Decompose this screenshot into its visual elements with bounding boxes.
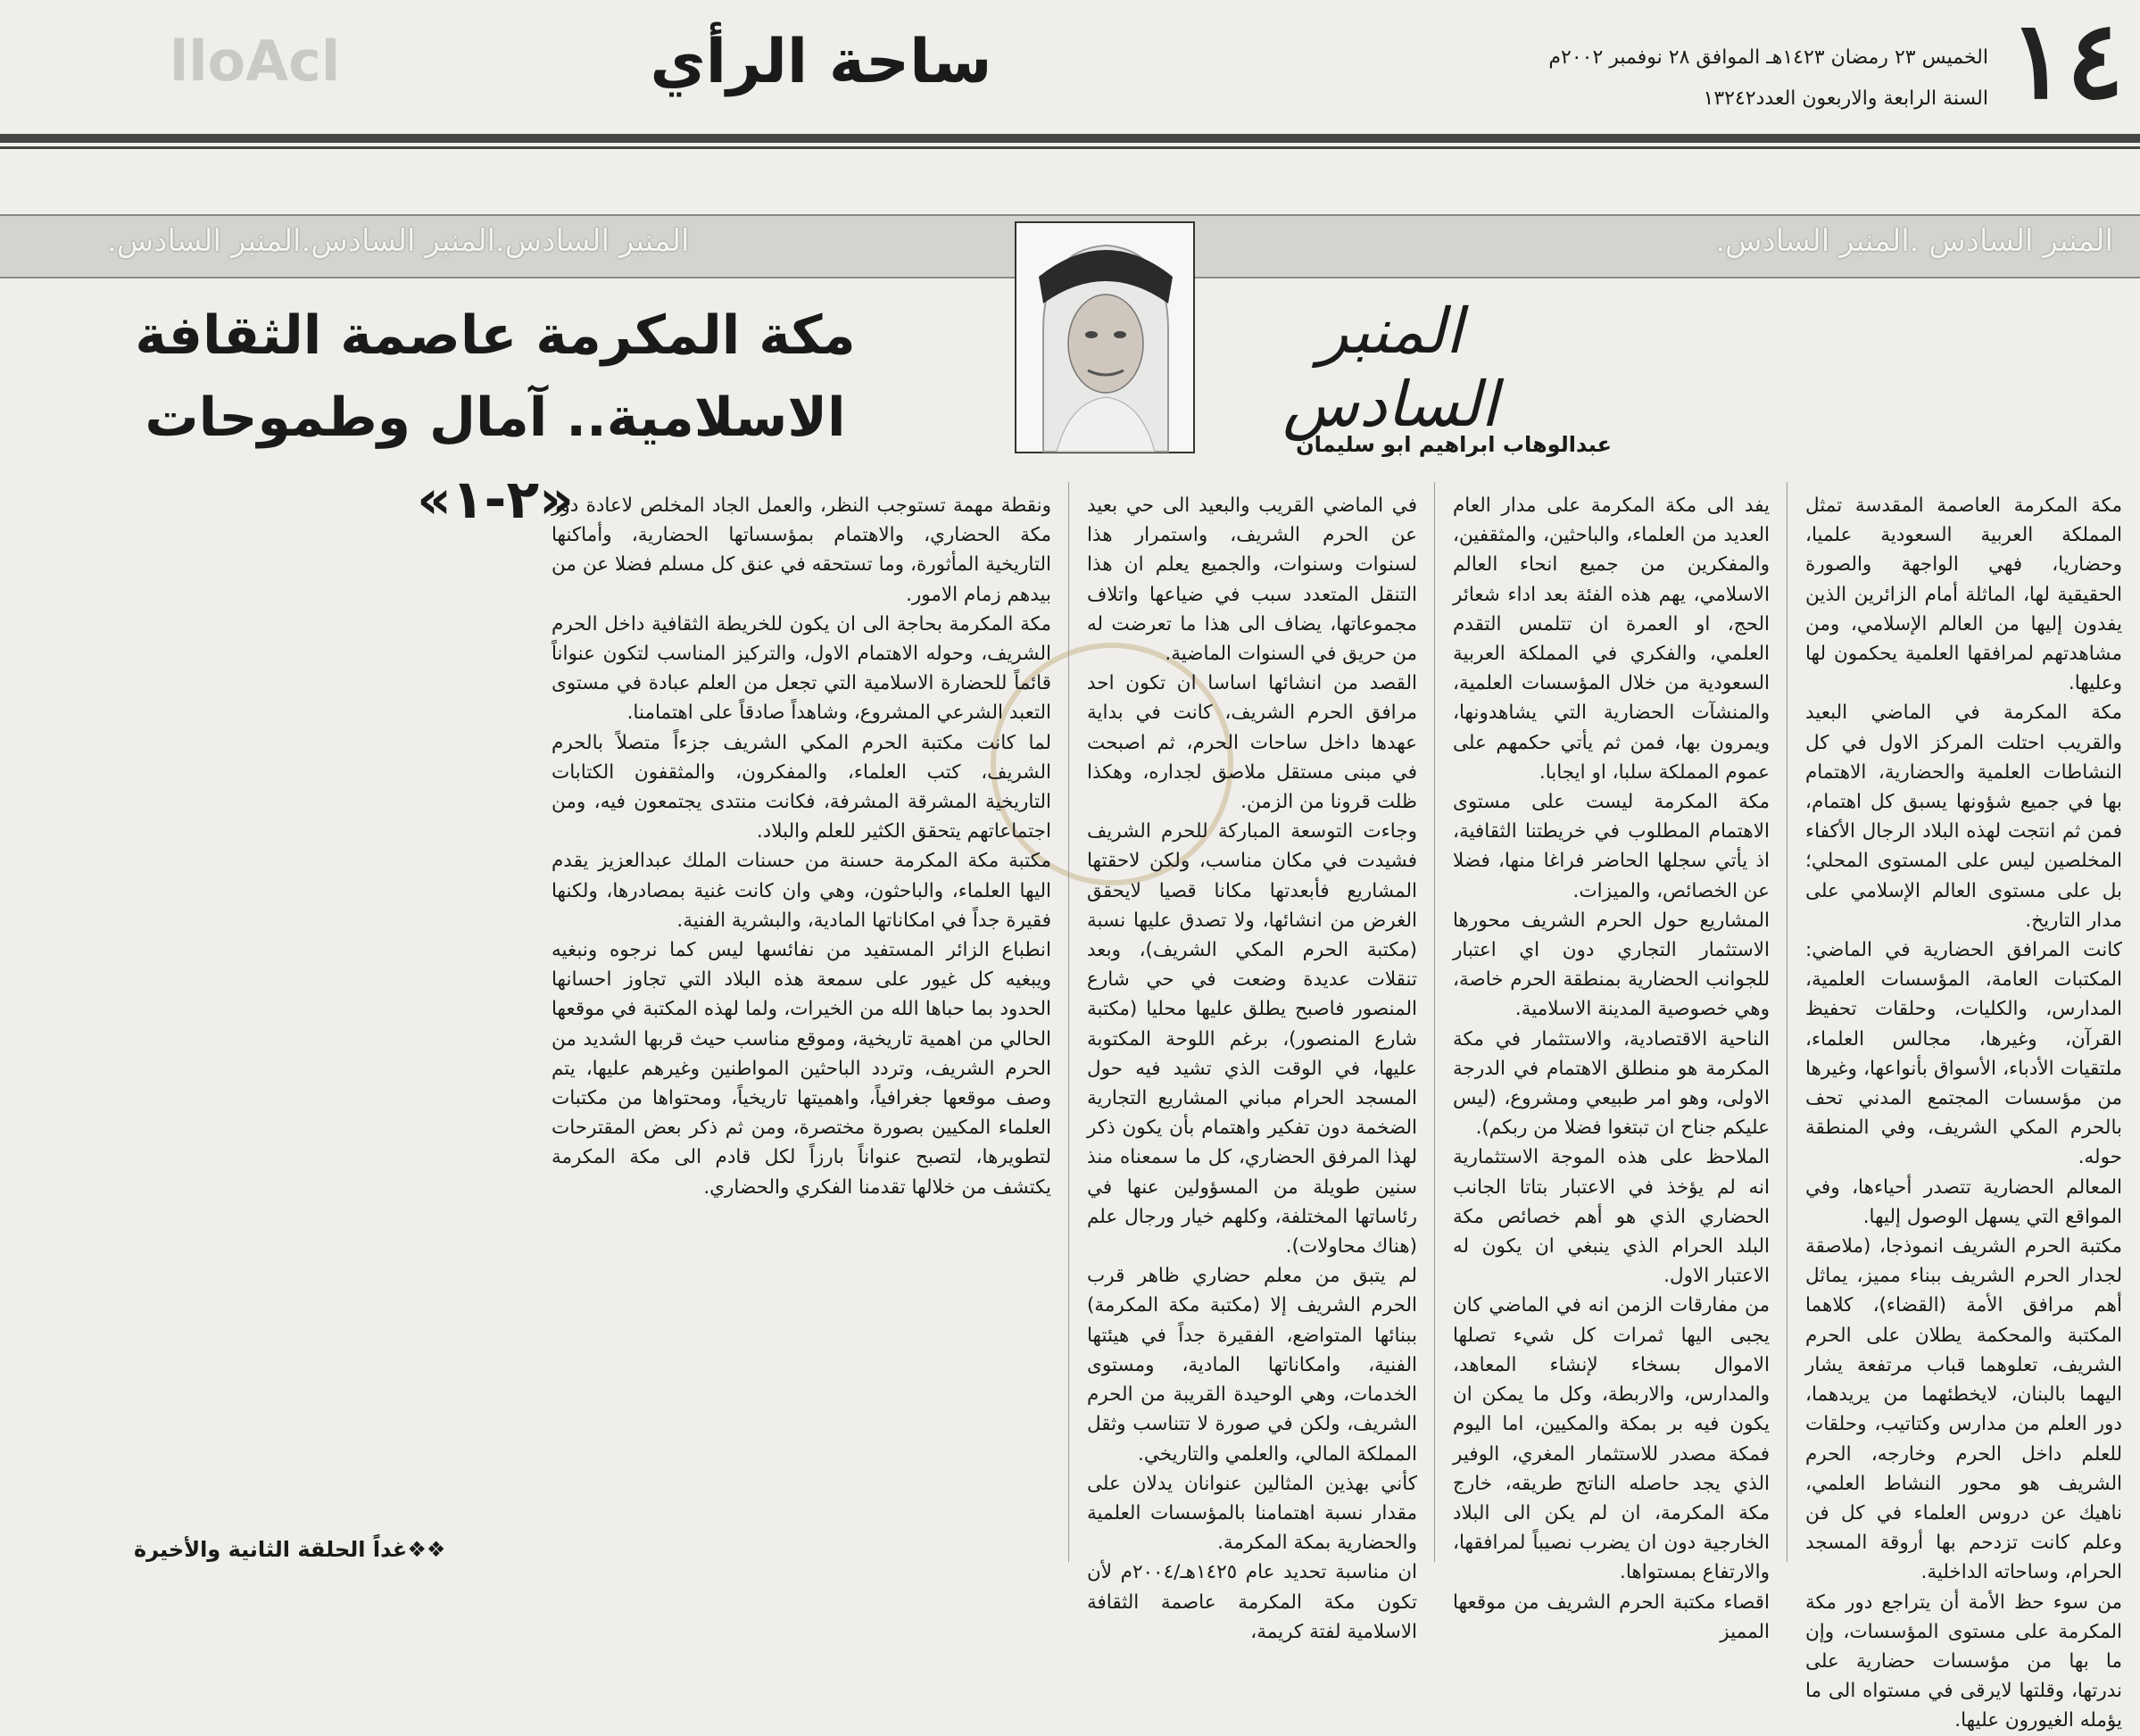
paragraph: مكتبة الحرم الشريف انموذجا، (ملاصقة لجدار الحرم الشريف ببناء مميز، يماثل أهم مرافق الأمة (القضاء)، كلاهما المكتبة والمحكمة يطلان على الحرم الشريف، تعلوهما قباب مرتفعة يشار اليهما بالبنان، لايخطئهما من يريدهما، دور العلم من مدارس وكتاتيب، وحلقات للعلم داخل الحرم وخارجه، الحرم الشريف هو محور النشاط العلمي، ناهيك عن دروس العلماء في كل فن وعلم كانت تزدحم بها أروقة المسجد الحرام، وساحاته الداخلية. <box>1805 1235 2122 1584</box>
paragraph: مكة المكرمة بحاجة الى ان يكون للخريطة الثقافية داخل الحرم الشريف، وحوله الاهتمام الاول، والتركيز المناسب لتكون عنواناً قائماً للحضارة الاسلامية التي تجعل من العلم عبادة في مستوى التعبد الشرعي المشروع، وشاهداً صادقاً على اهتمامنا. <box>552 612 1051 725</box>
article-column-3 <box>1087 491 1417 1643</box>
paragraph: في الماضي القريب والبعيد الى حي بعيد عن الحرم الشريف، واستمرار هذا لسنوات وسنوات، والجميع يعلم ان هذا التنقل المتعدد سبب في ضياعها واتلاف مجموعاتها، يضاف الى هذا ما تعرضت له من حريق في السنوات الماضية. <box>1087 494 1417 666</box>
ghost-title: lloAcl <box>170 29 341 94</box>
paragraph: مكة المكرمة العاصمة المقدسة تمثل المملكة العربية السعودية علميا، وحضاريا، فهي الواجهة والصورة الحقيقية لها، الماثلة أمام الزائرين الذين يفدون إليها من العالم الإسلامي، ومن مشاهدتهم لمرافقها العلمية يحكمون لها وعليها. <box>1805 494 2122 695</box>
header-rule <box>0 134 2140 143</box>
column-divider <box>1434 482 1435 1562</box>
paragraph: المعالم الحضارية تتصدر أحياءها، وفي المواقع التي يسهل الوصول إليها. <box>1805 1175 2122 1228</box>
author-name: عبدالوهاب ابراهيم ابو سليمان <box>1296 432 1612 457</box>
paragraph: اقصاء مكتبة الحرم الشريف من موقعها المميز <box>1453 1591 1770 1643</box>
headline-line-2: الاسلامية.. آمال وطموحات «٢-١» <box>145 386 846 531</box>
article-column-4 <box>552 491 1051 1517</box>
paragraph: ان مناسبة تحديد عام ١٤٢٥هـ/٢٠٠٤م لأن تكون مكة المكرمة عاصمة الثقافة الاسلامية لفتة كريمة، <box>1087 1561 1417 1643</box>
date-line: الخميس ٢٣ رمضان ١٤٢٣هـ الموافق ٢٨ نوفمبر ٢٠٠٢م <box>1548 46 1988 69</box>
paragraph: الناحية الاقتصادية، والاستثمار في مكة المكرمة هو منطلق الاهتمام في الدرجة الاولى، وهو امر طبيعي ومشروع، (ليس عليكم جناح ان تبتغوا فضلا من ربكم). <box>1453 1027 1770 1140</box>
paragraph: من مفارقات الزمن انه في الماضي كان يجبى اليها ثمرات كل شيء تصلها الاموال بسخاء لإنشاء المعاهد، والمدارس، والاربطة، وكل ما يمكن ان يكون فيه بر بمكة والمكيين، اما اليوم فمكة مصدر للاستثمار المغري، الوفير الذي يجد حاصله الناتج طريقه، خارج مكة المكرمة، ان لم يكن الى البلاد الخارجية دون ان يضرب نصيباً لمرافقها، والارتفاع بمستواها. <box>1453 1294 1770 1584</box>
paragraph: مكتبة مكة المكرمة حسنة من حسنات الملك عبدالعزيز يقدم اليها العلماء، والباحثون، وهي وان كانت غنية بمصادرها، ولكنها فقيرة جداً في امكاناتها المادية، والبشرية الفنية. <box>552 850 1051 932</box>
paragraph: المشاريع حول الحرم الشريف محورها الاستثمار التجاري دون اي اعتبار للجوانب الحضارية بمنطقة الحرم خاصة، وهي خصوصية المدينة الاسلامية. <box>1453 909 1770 1021</box>
paragraph: وجاءت التوسعة المباركة للحرم الشريف فشيدت في مكان مناسب، ولكن لاحقتها المشاريع فأبعدتها مكانا قصيا لايحقق الغرض من انشائها، ولا تصدق عليها نسبة (مكتبة الحرم المكي الشريف)، وبعد تنقلات عديدة وضعت في حي شارع المنصور فاصبح يطلق عليها محليا (مكتبة شارع المنصور)، برغم اللوحة المكتوبة عليها، في الوقت الذي تشيد فيه حول المسجد الحرام مباني المشاريع التجارية الضخمة دون تفكير واهتمام بأن يكون ذكر لهذا المرفق الحضاري، كل ما سمعناه منذ سنين طويلة من المسؤولين عنها في رئاساتها المختلفة، وكلهم خيار ورجال علم (هناك محاولات). <box>1087 820 1417 1258</box>
issue-line: السنة الرابعة والاربعون العدد١٣٢٤٢ <box>1703 87 1988 110</box>
paragraph: من سوء حظ الأمة أن يتراجع دور مكة المكرمة على مستوى المؤسسات، وإن ما بها من مؤسسات حضارية على ندرتها، وقلتها لايرقى في مستواه الى ما يؤمله الغيورون عليها. <box>1805 1591 2122 1732</box>
column-divider <box>1068 482 1069 1562</box>
paragraph: الملاحظ على هذه الموجة الاستثمارية انه لم يؤخذ في الاعتبار بتاتا الجانب الحضاري الذي هو أهم خصائص مكة البلد الحرام الذي ينبغي ان يكون له الاعتبار الاول. <box>1453 1146 1770 1288</box>
paragraph: لما كانت مكتبة الحرم المكي الشريف جزءاً متصلاً بالحرم الشريف، كتب العلماء، والمفكرون، والمثقفون الكتابات التاريخية المشرقة المشرفة، فكانت منتدى يجتمعون فيه، ومن اجتماعاتهم يتحقق الكثير للعلم والبلاد. <box>552 731 1051 843</box>
article-column-1 <box>1805 491 2122 1732</box>
header-rule-thin <box>0 146 2140 149</box>
page-header <box>0 0 2140 134</box>
column-name: المنبر السادس <box>1282 295 1498 441</box>
paragraph: كأني بهذين المثالين عنوانان يدلان على مقدار نسبة اهتمامنا بالمؤسسات العلمية والحضارية بمكة المكرمة. <box>1087 1472 1417 1555</box>
author-photo <box>1015 221 1195 453</box>
paragraph: يفد الى مكة المكرمة على مدار العام العديد من العلماء، والباحثين، والمثقفين، والمفكرين من جميع انحاء العالم الاسلامي، يهم هذه الفئة بعد اداء شعائر الحج، او العمرة ان تتلمس التقدم العلمي، والفكري في المملكة العربية السعودية من خلال المؤسسات العلمية، والمنشآت الحضارية التي يشاهدونها، ويمرون بها، فمن ثم يأتي حكمهم على عموم المملكة سلبا، او ايجابا. <box>1453 494 1770 784</box>
article-column-2 <box>1453 491 1770 1643</box>
paragraph: مكة المكرمة ليست على مستوى الاهتمام المطلوب في خريطتنا الثقافية، اذ يأتي سجلها الحاضر فراغا منها، فضلا عن الخصائص، والميزات. <box>1453 791 1770 902</box>
banner-text-left: المنبر السادس.المنبر السادس.المنبر السادس. <box>107 223 690 259</box>
paragraph: لم يتبق من معلم حضاري ظاهر قرب الحرم الشريف إلا (مكتبة مكة المكرمة) ببنائها المتواضع، الفقيرة جداً في هيئتها الفنية، وامكاناتها المادية، ومستوى الخدمات، وهي الوحيدة القريبة من الحرم الشريف، ولكن في صورة لا تتناسب وثقل المملكة المالي، والعلمي والتاريخي. <box>1087 1265 1417 1466</box>
author-portrait-icon <box>1016 223 1193 452</box>
paragraph: مكة المكرمة في الماضي البعيد والقريب احتلت المركز الاول في كل النشاطات العلمية والحضارية، الاهتمام بها في جميع شؤونها يسبق كل اهتمام، فمن ثم انتجت لهذه البلاد الرجال الأكفاء المخلصين ليس على المستوى المحلي؛ بل على مستوى العالم الإسلامي على مدار التاريخ. <box>1805 702 2122 932</box>
paragraph: ونقطة مهمة تستوجب النظر، والعمل الجاد المخلص لاعادة دور مكة الحضاري، والاهتمام بمؤسساتها الحضارية، وأماكنها التاريخية المأثورة، وما تستحقه في عنق كل مسلم فضلا عن من بيدهم زمام الامور. <box>552 494 1051 606</box>
banner-text-right: المنبر السادس .المنبر السادس. <box>1715 223 2113 259</box>
headline-line-1: مكة المكرمة عاصمة الثقافة <box>135 304 856 367</box>
section-title: ساحة الرأي <box>650 27 992 97</box>
page-number: ١٤ <box>2009 0 2124 123</box>
paragraph: انطباع الزائر المستفيد من نفائسها ليس كما نرجوه ونبغيه ويبغيه كل غيور على سمعة هذه البلاد التي تجاوز احسانها الحدود بما حباها الله من الخيرات، ولما لهذه المكتبة في موقعها الحالي من اهمية تاريخية، وموقع مناسب حيث قربها الشديد من الحرم الشريف، وتردد الباحثين المواطنين وغيرهم عليها، يتم وصف موقعها جغرافياً، واهميتها تاريخياً، ومحتواها من مكتبات العلماء المكيين بصورة مختصرة، ومن ثم ذكر بعض المقترحات لتطويرها، لتصبح عنواناً بارزاً لكل قادم الى مكة المكرمة يكتشف من خلالها تقدمنا الفكري والحضاري. <box>552 939 1051 1199</box>
next-episode-note: ❖❖غداً الحلقة الثانية والأخيرة <box>134 1537 446 1562</box>
paragraph: القصد من انشائها اساسا ان تكون احد مرافق الحرم الشريف، كانت في بداية عهدها داخل ساحات الحرم، ثم اصبحت في مبنى مستقل ملاصق لجداره، وهكذا ظلت قرونا من الزمن. <box>1087 672 1417 814</box>
paragraph: كانت المرافق الحضارية في الماضي: المكتبات العامة، المؤسسات العلمية، المدارس، والكليات، وحلقات تحفيظ القرآن، وغيرها، مجالس العلماء، ملتقيات الأدباء، الأسواق بأنواعها، وغيرها من مؤسسات المجتمع المدني تحف بالحرم المكي الشريف، وفي المنطقة حوله. <box>1805 939 2122 1169</box>
